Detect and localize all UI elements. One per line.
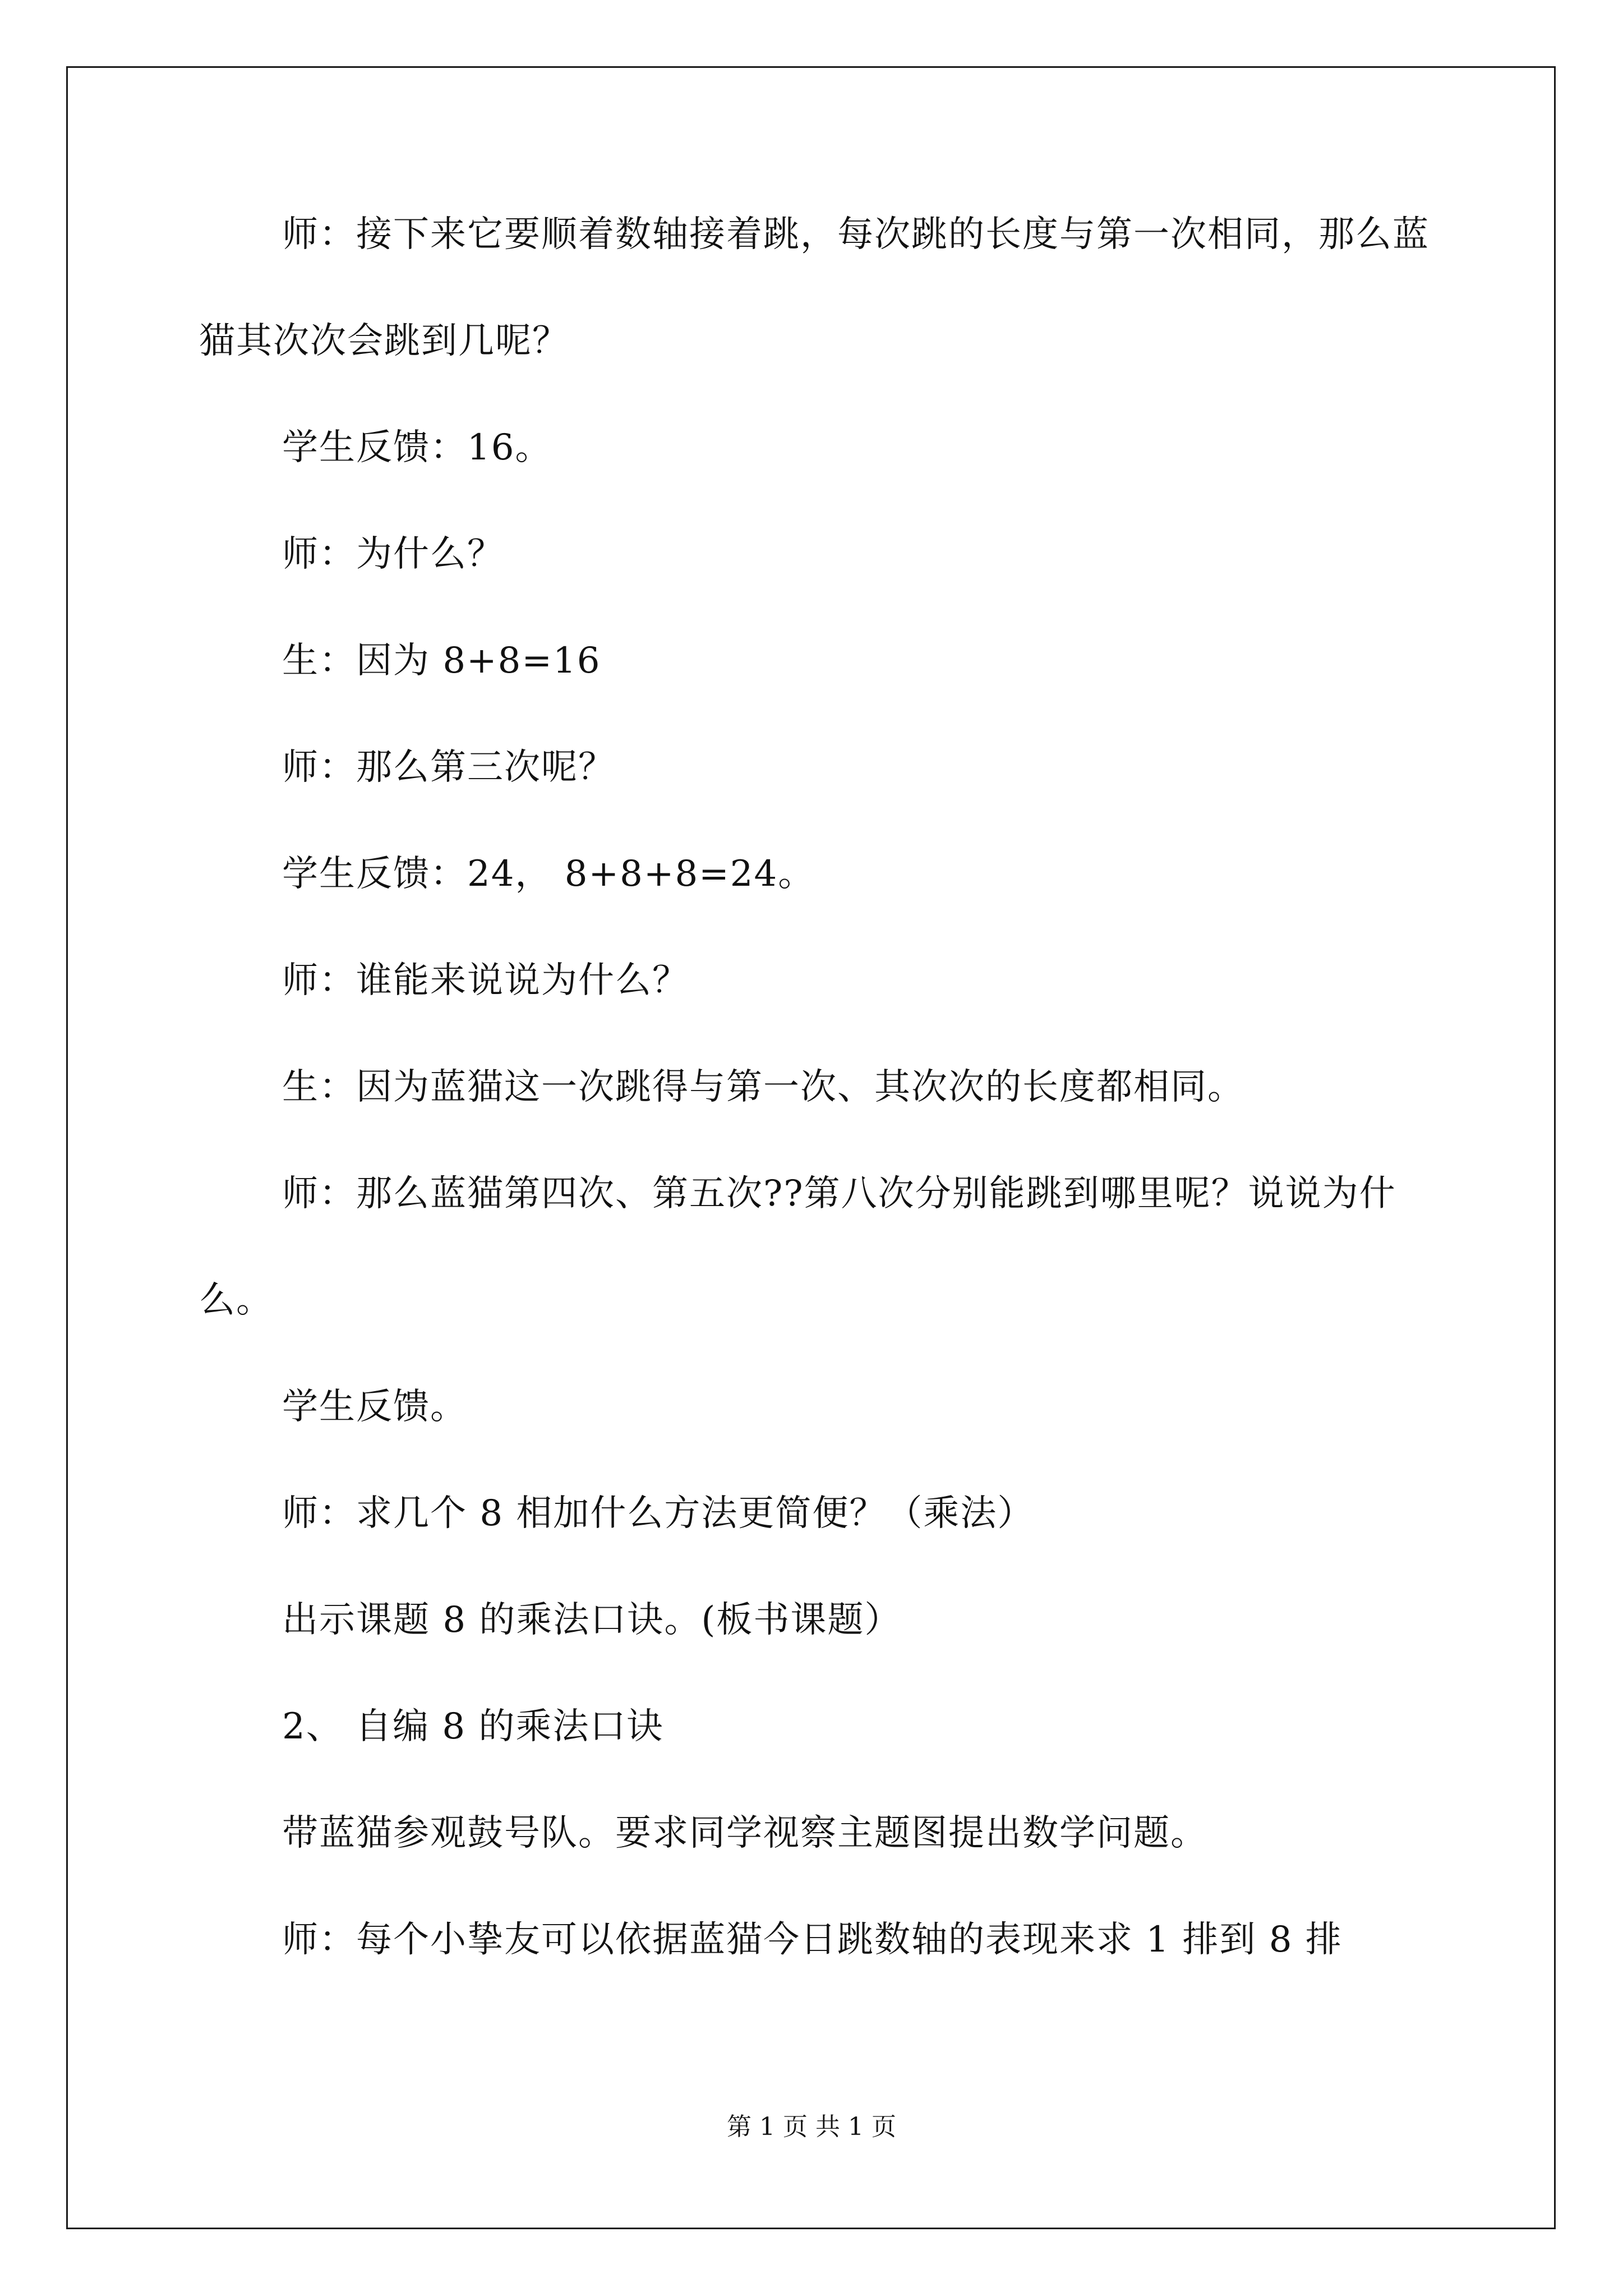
paragraph: 学生反馈。 [282, 1386, 467, 1428]
paragraph: 师：每个小挚友可以依据蓝猫今日跳数轴的表现来求 1 排到 8 排 [282, 1919, 1343, 1961]
paragraph: 师：那么蓝猫第四次、第五次??第八次分别能跳到哪里呢？说说为什么。 [199, 1173, 1396, 1321]
paragraph: 师：求几个 8 相加什么方法更简便？（乘法） [282, 1493, 1035, 1534]
paragraph: 师：接下来它要顺着数轴接着跳，每次跳的长度与第一次相同，那么蓝猫其次次会跳到几呢？ [199, 214, 1430, 362]
paragraph: 学生反馈：16。 [282, 427, 552, 468]
paragraph: 学生反馈：24， 8+8+8=24。 [282, 853, 815, 895]
paragraph: 2、 自编 8 的乘法口诀 [282, 1706, 664, 1747]
paragraph: 师：那么第三次呢？ [282, 747, 615, 788]
paragraph: 出示课题 8 的乘法口诀。(板书课题） [282, 1599, 902, 1641]
paragraph: 生：因为蓝猫这一次跳得与第一次、其次次的长度都相同。 [282, 1066, 1244, 1108]
document-body [199, 208, 1433, 2019]
paragraph: 师：谁能来说说为什么？ [282, 960, 689, 1001]
page-footer: 第 1 页 共 1 页 [727, 2113, 896, 2141]
paragraph: 生：因为 8+8=16 [282, 640, 601, 682]
paragraph: 师：为什么？ [282, 533, 504, 575]
paragraph: 带蓝猫参观鼓号队。要求同学视察主题图提出数学问题。 [282, 1812, 1207, 1854]
